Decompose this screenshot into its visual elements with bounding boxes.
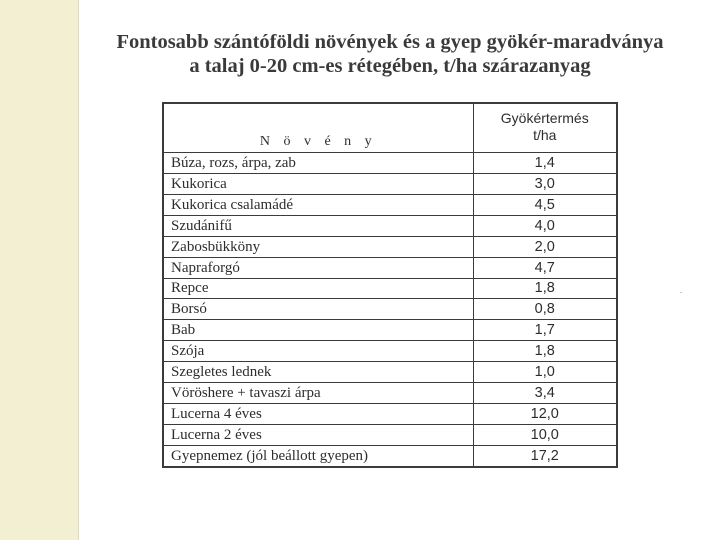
root-yield-value: 1,8 [473, 341, 617, 362]
plant-name: Bab [163, 320, 473, 341]
plant-name: Borsó [163, 299, 473, 320]
table-row [163, 424, 617, 445]
table-header-row [163, 103, 617, 153]
root-residue-table [162, 102, 618, 468]
table-row [163, 404, 617, 425]
table-row [163, 173, 617, 194]
header-root-yield-label: Gyökértermés [500, 110, 589, 126]
root-yield-value: 0,8 [473, 299, 617, 320]
plant-name: Gyepnemez (jól beállott gyepen) [163, 445, 473, 467]
root-yield-value: 1,0 [473, 362, 617, 383]
root-yield-value: 17,2 [473, 445, 617, 467]
scan-speck [680, 292, 682, 293]
table-row [163, 236, 617, 257]
table-row [163, 341, 617, 362]
root-yield-value: 2,0 [473, 236, 617, 257]
plant-name: Lucerna 4 éves [163, 404, 473, 425]
plant-name: Búza, rozs, árpa, zab [163, 153, 473, 174]
root-yield-value: 3,0 [473, 173, 617, 194]
plant-name: Lucerna 2 éves [163, 424, 473, 445]
root-yield-value: 1,8 [473, 278, 617, 299]
table-row [163, 320, 617, 341]
root-yield-value: 1,7 [473, 320, 617, 341]
plant-name: Vöröshere + tavaszi árpa [163, 383, 473, 404]
table-row [163, 362, 617, 383]
plant-name: Kukorica [163, 173, 473, 194]
root-yield-value: 10,0 [473, 424, 617, 445]
plant-name: Szegletes lednek [163, 362, 473, 383]
title-line-2: a talaj 0-20 cm-es rétegében, t/ha szárazanyag [189, 55, 591, 77]
header-root-yield [473, 103, 617, 153]
table-row [163, 153, 617, 174]
slide-title [90, 30, 690, 78]
plant-name: Napraforgó [163, 257, 473, 278]
header-plant: N ö v é n y [163, 103, 473, 153]
plant-name: Szudánifű [163, 215, 473, 236]
table-row [163, 215, 617, 236]
root-yield-value: 4,5 [473, 194, 617, 215]
header-root-yield-unit: t/ha [533, 127, 557, 143]
table-row [163, 278, 617, 299]
table-row [163, 299, 617, 320]
root-yield-value: 4,0 [473, 215, 617, 236]
title-line-1: Fontosabb szántóföldi növények és a gyep gyökér-maradványa [116, 31, 664, 53]
root-yield-value: 12,0 [473, 404, 617, 425]
plant-name: Szója [163, 341, 473, 362]
table-row [163, 445, 617, 467]
table-row [163, 257, 617, 278]
plant-name: Zabosbükköny [163, 236, 473, 257]
plant-name: Repce [163, 278, 473, 299]
table-row [163, 194, 617, 215]
plant-name: Kukorica csalamádé [163, 194, 473, 215]
root-yield-value: 4,7 [473, 257, 617, 278]
slide-side-band [0, 0, 79, 540]
table-row [163, 383, 617, 404]
root-yield-value: 1,4 [473, 153, 617, 174]
root-yield-value: 3,4 [473, 383, 617, 404]
